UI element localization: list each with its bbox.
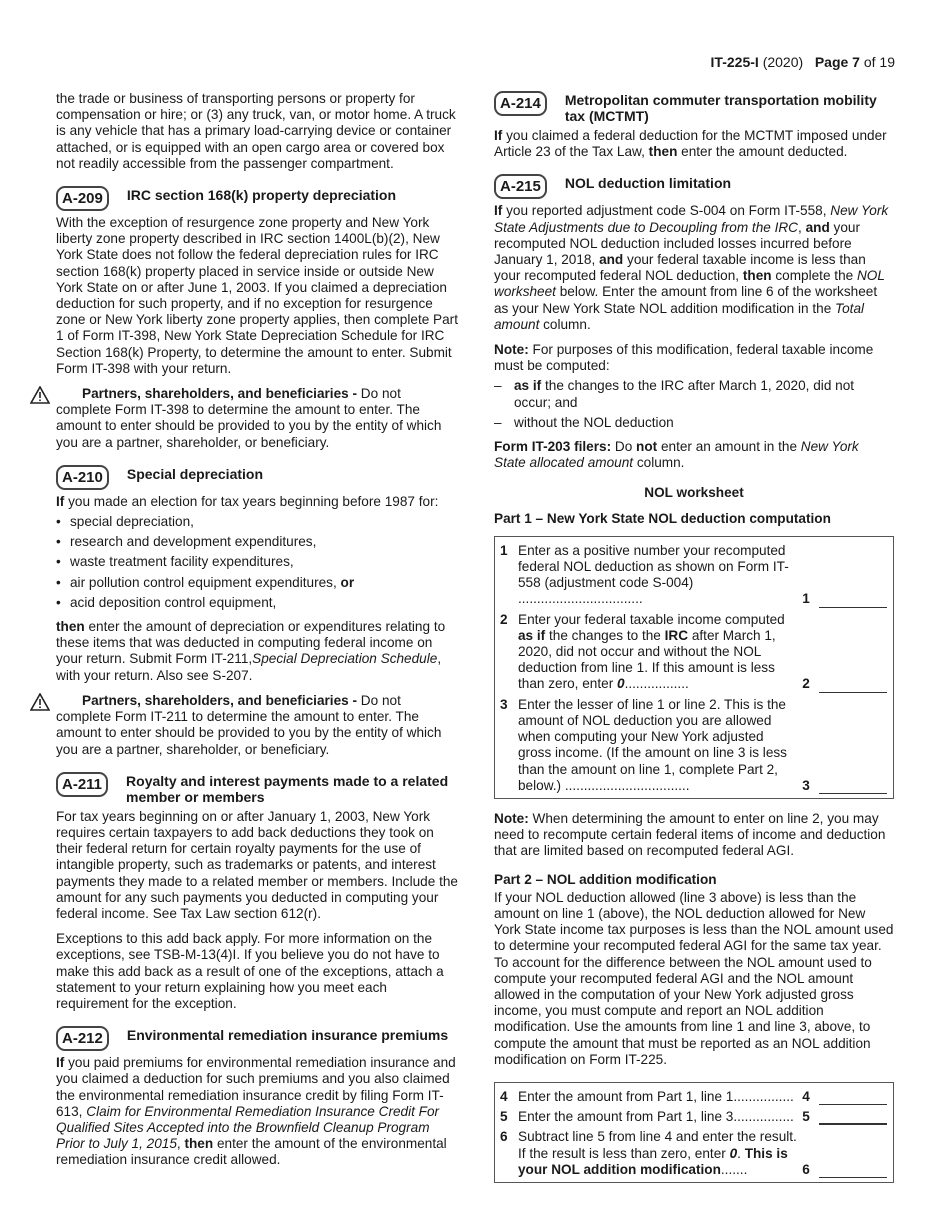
section-header-a209: [56, 186, 459, 211]
list-item: • research and development expenditures,: [56, 534, 459, 550]
part2-title: Part 2 – NOL addition modification: [494, 871, 717, 887]
section-text: If you paid premiums for environmental remediation insurance and you claimed a deduction for such premiums and you also claimed the environmental remediation insurance credit by filing Form IT-613, Claim for Environmental Remediation Insurance Credit For Qualified Sites Accepted into the Brownfield Cleanup Program Prior to July 1, 2015, then enter the amount of the environmental remediation insurance credit allowed.: [56, 1055, 456, 1168]
worksheet-line-6: 6 Subtract line 5 from line 4 and enter the result. If the result is less than zero, enter 0. This is your NOL addition modification....... 6: [500, 1129, 887, 1178]
note-paragraph: Note: For purposes of this modification, federal taxable income must be computed:: [494, 342, 874, 374]
form-year: (2020): [762, 54, 804, 70]
section-title: IRC section 168(k) property depreciation: [126, 187, 397, 204]
amount-field[interactable]: [819, 679, 887, 693]
worksheet-line-4: 4 Enter the amount from Part 1, line 1................ 4: [500, 1089, 887, 1105]
section-title: Environmental remediation insurance premiums: [126, 1027, 449, 1044]
section-header-a210: [56, 465, 459, 490]
code-badge: A-214: [494, 91, 547, 116]
section-text: If you claimed a federal deduction for the MCTMT imposed under Article 23 of the Tax Law, then enter the amount deducted.: [494, 128, 887, 160]
section-text: If you reported adjustment code S-004 on Form IT-558, New York State Adjustments due to Decoupling from the IRC, and your recomputed NOL deduction included losses incurred before January 1, 2018, and your federal taxable income is less than your recomputed federal NOL deduction, then complete the NOL worksheet below. Enter the amount from line 6 of the worksheet as your New York State NOL addition modification in the Total amount column.: [494, 203, 889, 332]
section-title: Royalty and interest payments made to a related member or members: [126, 772, 449, 805]
list-item: • special depreciation,: [56, 514, 459, 530]
part2-text: If your NOL deduction allowed (line 3 above) is less than the amount on line 1 (above), the NOL deduction allowed for New York State income tax purposes is less than the NOL amount used to determine your recomputed federal AGI for the same tax year. To account for the difference between the NOL amount used to compute your recomputed federal AGI and the NOL amount allowed in the computation of your New York adjusted gross income, you must compute and report an NOL addition modification. Use the amounts from line 1 and line 3, above, to compute the amount that must be reported as an NOL addition modification on Form IT-225.: [494, 889, 894, 1067]
left-column: [56, 91, 459, 1178]
warning-note: [56, 693, 459, 758]
page-header: [711, 54, 895, 70]
section-header-a214: [494, 91, 894, 124]
page-total: of 19: [863, 54, 895, 70]
code-badge: A-211: [56, 772, 108, 797]
amount-field[interactable]: [819, 594, 887, 608]
code-badge: A-210: [56, 465, 109, 490]
warning-title: Partners, shareholders, and beneficiaries -: [82, 692, 358, 708]
section-text: Exceptions to this add back apply. For more information on the exceptions, see TSB-M-13(4)I. If you believe you do not have to make this add back as a result of one of the exceptions, attach a statement to your return explaining how you meet each requirement for the exception.: [56, 931, 444, 1011]
part1-worksheet: [494, 536, 894, 799]
warning-text: Do not complete Form IT-211 to determine the amount to enter. The amount to enter should be provided to you by the entity of which you are a partner, shareholder, or beneficiary.: [56, 692, 442, 757]
amount-field[interactable]: [819, 780, 887, 794]
code-badge: A-209: [56, 186, 109, 211]
expenditure-list: [56, 514, 459, 611]
warning-icon: [30, 386, 50, 404]
list-item: • acid deposition control equipment,: [56, 595, 459, 611]
warning-note: [56, 386, 459, 451]
worksheet-line-3: 3 Enter the lesser of line 1 or line 2. This is the amount of NOL deduction you are allowed when computing your New York adjusted gross income. (If the amount on line 3 is less than the amount on line 1, complete Part 2, below.) ................................. 3: [500, 697, 887, 794]
amount-field[interactable]: [819, 1111, 887, 1125]
warning-title: Partners, shareholders, and beneficiaries -: [82, 386, 358, 402]
section-text: If you made an election for tax years beginning before 1987 for:: [56, 493, 439, 509]
right-column: [494, 91, 894, 1195]
section-header-a215: [494, 174, 894, 199]
section-header-a212: [56, 1026, 459, 1051]
worksheet-line-1: 1 Enter as a positive number your recomputed federal NOL deduction as shown on Form IT-558 (adjustment code S-004) ................................. 1: [500, 543, 887, 608]
code-badge: A-212: [56, 1026, 109, 1051]
section-title: Special depreciation: [126, 465, 264, 482]
list-item: • waste treatment facility expenditures,: [56, 554, 459, 570]
list-item: – as if the changes to the IRC after March 1, 2020, did not occur; and: [494, 378, 894, 410]
code-badge: A-215: [494, 174, 547, 199]
section-header-a211: [56, 772, 459, 805]
worksheet-title: NOL worksheet: [644, 485, 744, 501]
section-text: then enter the amount of depreciation or expenditures relating to these items that was deducted in computing federal income on your return. Submit Form IT-211,Special Depreciation Schedule, with your return. Also see S-207.: [56, 619, 446, 683]
it203-note: Form IT-203 filers: Do not enter an amount in the New York State allocated amount column.: [494, 439, 859, 471]
list-item: • air pollution control equipment expenditures, or: [56, 575, 459, 591]
section-text: For tax years beginning on or after January 1, 2003, New York requires certain taxpayers to add back deductions they took on their federal return for certain royalty payments for the use of intangible property, such as trademarks or patents, and interest payments they made to a related member or members. Include the amount for any such payments you deducted in computing your federal income. See Tax Law section 612(r).: [56, 808, 458, 921]
worksheet-line-2: 2 Enter your federal taxable income computed as if the changes to the IRC after March 1, 2020, did not occur and without the NOL deduction from line 1. If this amount is less than zero, enter 0................. 2: [500, 612, 887, 693]
part2-worksheet: [494, 1082, 894, 1183]
section-title: NOL deduction limitation: [564, 175, 732, 192]
warning-text: Do not complete Form IT-398 to determine the amount to enter. The amount to enter should be provided to you by the entity of which you are a partner, shareholder, or beneficiary.: [56, 386, 442, 450]
intro-paragraph: the trade or business of transporting persons or property for compensation or hire; or (3) any truck, van, or motor home. A truck is any vehicle that has a primary load-carrying device or container attached, or is equipped with an open cargo area or covered box not readily accessible from the passenger compartment.: [56, 91, 456, 171]
condition-list: [494, 378, 894, 431]
amount-field[interactable]: [819, 1091, 887, 1105]
worksheet-line-5: 5 Enter the amount from Part 1, line 3................ 5: [500, 1109, 887, 1125]
section-title: Metropolitan commuter transportation mobility tax (MCTMT): [564, 92, 877, 124]
note-paragraph: Note: When determining the amount to enter on line 2, you may need to recompute certain federal items of income and deduction that are limited based on recomputed federal AGI.: [494, 810, 886, 859]
warning-icon: [30, 693, 50, 711]
list-item: – without the NOL deduction: [494, 415, 894, 431]
amount-field[interactable]: [819, 1164, 887, 1178]
part1-title: Part 1 – New York State NOL deduction computation: [494, 510, 831, 526]
form-number: IT-225-I: [710, 54, 759, 70]
page-number: Page 7: [814, 54, 860, 70]
section-text: With the exception of resurgence zone property and New York liberty zone property described in IRC section 1400L(b)(2), New York State does not follow the federal depreciation rules for IRC section 168(k) property placed in service inside or outside New York State on or after June 1, 2003. If you claimed a depreciation deduction for such property, and if no exception for resurgence zone or New York liberty zone property applies, then complete Part 1 of Form IT-398, New York State Depreciation Schedule for IRC Section 168(k) Property, to determine the amount to enter. Submit Form IT-398 with your return.: [56, 215, 458, 376]
